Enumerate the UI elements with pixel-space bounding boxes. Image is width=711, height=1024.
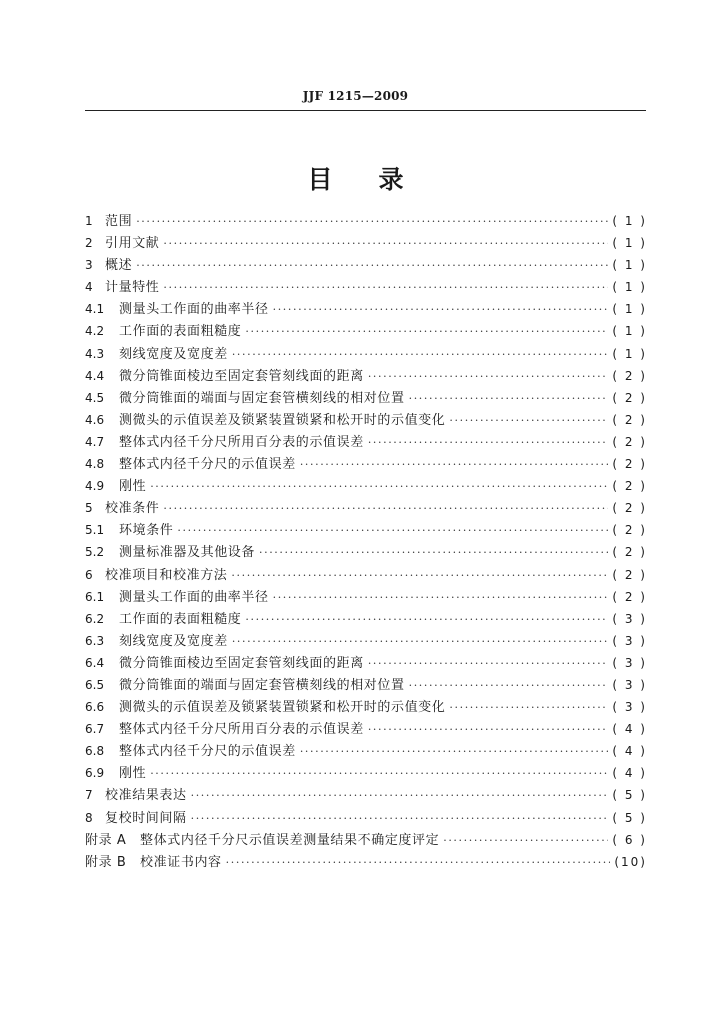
toc-entry-page: ( 2 ) [612,523,647,538]
toc-leader-dots [368,366,609,388]
toc-entry-page: ( 1 ) [612,302,647,317]
toc-entry-label: 环境条件 [119,523,174,539]
standard-code-header: JJF 1215—2009 [302,89,409,103]
toc-entry-label: 刻线宽度及宽度差 [119,346,228,362]
toc-leader-dots [409,388,609,410]
table-of-contents [85,210,647,873]
toc-leader-dots [163,498,608,520]
toc-entry-number: 6.6 [85,700,105,715]
toc-entry-page: ( 1 ) [612,280,647,295]
toc-entry-number: 4.9 [85,479,105,494]
toc-entry-label: 刚性 [119,479,147,495]
toc-leader-dots [136,211,608,233]
toc-entry [85,541,647,563]
toc-entry-page: ( 4 ) [612,766,647,781]
toc-entry-page: ( 2 ) [612,457,647,472]
toc-leader-dots [245,609,608,631]
toc-entry-number: 4.2 [85,324,105,339]
toc-entry-page: ( 2 ) [612,390,647,405]
toc-entry [85,320,647,342]
toc-entry-page: ( 3 ) [612,611,647,626]
toc-leader-dots [300,454,609,476]
toc-entry-page: ( 1 ) [612,258,647,273]
toc-entry-number: 3 [85,258,93,273]
toc-entry [85,608,647,630]
toc-leader-dots [177,520,608,542]
toc-entry-number: 4.6 [85,412,105,427]
toc-entry [85,409,647,431]
toc-entry [85,210,647,232]
toc-leader-dots [409,675,609,697]
toc-entry-number: 4.5 [85,390,105,405]
toc-entry [85,276,647,298]
toc-entry-page: ( 3 ) [612,700,647,715]
toc-entry [85,298,647,320]
toc-entry-number: 4 [85,280,93,295]
toc-entry [85,475,647,497]
toc-leader-dots [273,299,609,321]
toc-leader-dots [449,410,608,432]
toc-entry [85,851,647,873]
toc-entry-page: ( 1 ) [612,214,647,228]
toc-entry-label: 校准项目和校准方法 [105,567,228,583]
toc-leader-dots [163,277,608,299]
toc-entry [85,232,647,254]
toc-entry-number: 8 [85,810,93,825]
toc-entry [85,365,647,387]
toc-leader-dots [449,697,608,719]
toc-leader-dots [231,565,608,587]
toc-entry [85,652,647,674]
toc-entry [85,630,647,652]
toc-entry-label: 整体式内径千分尺的示值误差 [119,457,296,473]
toc-leader-dots [191,808,609,830]
toc-entry [85,586,647,608]
toc-entry-page: ( 4 ) [612,744,647,759]
toc-entry [85,497,647,519]
toc-entry [85,343,647,365]
toc-entry-number: 4.7 [85,434,105,449]
toc-entry-label: 微分筒锥面棱边至固定套管刻线面的距离 [119,368,364,384]
toc-entry-page: ( 1 ) [612,346,647,361]
toc-entry-page: ( 3 ) [612,655,647,670]
toc-entry-page: ( 2 ) [612,545,647,560]
toc-entry-page: ( 3 ) [612,633,647,648]
toc-leader-dots [163,233,608,255]
toc-entry-label: 微分筒锥面的端面与固定套管横刻线的相对位置 [119,677,405,693]
toc-entry-label: 引用文献 [105,236,160,252]
toc-entry-number: 1 [85,214,93,228]
toc-entry-number: 4.1 [85,302,105,317]
toc-entry-number: 6.5 [85,677,105,692]
toc-entry-label: 整体式内径千分尺所用百分表的示值误差 [119,722,364,738]
toc-leader-dots [232,344,609,366]
toc-entry-label: 校准条件 [105,501,160,517]
toc-entry-number: 5.1 [85,523,105,538]
title-char-1: 目 [307,165,333,194]
toc-entry [85,807,647,829]
toc-entry-number: 6.7 [85,722,105,737]
toc-entry-number: 5.2 [85,545,105,560]
toc-entry-label: 测微头的示值误差及锁紧装置锁紧和松开时的示值变化 [119,700,446,716]
toc-entry-number: 2 [85,236,93,251]
toc-entry-page: ( 1 ) [612,324,647,339]
toc-entry-label: 范围 [105,214,133,229]
toc-entry-page: ( 2 ) [612,434,647,449]
toc-entry-label: 微分筒锥面棱边至固定套管刻线面的距离 [119,655,364,671]
toc-entry-number: 6.9 [85,766,105,781]
toc-leader-dots [443,830,608,852]
toc-entry-page: ( 2 ) [612,368,647,383]
toc-entry-number: 6.1 [85,589,105,604]
toc-entry-page: ( 2 ) [612,567,647,582]
toc-entry-label: 测量头工作面的曲率半径 [119,302,269,318]
toc-entry [85,519,647,541]
toc-entry-page: (10) [614,854,647,869]
toc-entry-page: ( 2 ) [612,501,647,516]
toc-leader-dots [136,255,608,277]
toc-entry-label: 校准结果表达 [105,788,187,804]
toc-leader-dots [259,542,608,564]
toc-entry-label: 复校时间间隔 [105,810,187,826]
toc-entry-label: 附录 B 校准证书内容 [85,854,222,870]
toc-leader-dots [150,476,608,498]
toc-entry [85,696,647,718]
toc-entry-label: 刻线宽度及宽度差 [119,633,228,649]
toc-entry-label: 计量特性 [105,280,160,296]
toc-entry [85,829,647,851]
toc-leader-dots [273,587,609,609]
toc-entry [85,784,647,806]
toc-entry-label: 微分筒锥面的端面与固定套管横刻线的相对位置 [119,390,405,406]
toc-entry-page: ( 2 ) [612,479,647,494]
toc-entry-page: ( 3 ) [612,677,647,692]
toc-entry-number: 4.3 [85,346,105,361]
toc-leader-dots [368,432,609,454]
toc-entry-number: 4.4 [85,368,105,383]
toc-entry-number: 6.8 [85,744,105,759]
toc-entry [85,254,647,276]
toc-leader-dots [226,852,611,874]
toc-entry-number: 4.8 [85,457,105,472]
toc-entry [85,674,647,696]
toc-entry-number: 6 [85,567,93,582]
toc-entry-label: 工作面的表面粗糙度 [119,611,242,627]
page-title [0,160,711,196]
toc-entry [85,718,647,740]
toc-entry-number: 6.3 [85,633,105,648]
title-char-2: 录 [378,165,404,194]
toc-entry [85,387,647,409]
toc-entry-page: ( 5 ) [612,788,647,803]
toc-entry-label: 附录 A 整体式内径千分尺示值误差测量结果不确定度评定 [85,832,440,848]
toc-entry-label: 整体式内径千分尺所用百分表的示值误差 [119,434,364,450]
toc-entry [85,564,647,586]
toc-leader-dots [368,653,609,675]
toc-entry [85,431,647,453]
toc-entry-label: 刚性 [119,766,147,782]
toc-entry-label: 测量头工作面的曲率半径 [119,589,269,605]
toc-entry-page: ( 4 ) [612,722,647,737]
header-rule [85,110,646,111]
toc-entry [85,740,647,762]
toc-entry-label: 测微头的示值误差及锁紧装置锁紧和松开时的示值变化 [119,412,446,428]
toc-entry-label: 整体式内径千分尺的示值误差 [119,744,296,760]
toc-entry-page: ( 2 ) [612,412,647,427]
toc-entry-label: 概述 [105,258,133,274]
toc-leader-dots [191,785,609,807]
toc-entry-label: 测量标准器及其他设备 [119,545,256,561]
toc-entry-label: 工作面的表面粗糙度 [119,324,242,340]
toc-leader-dots [245,321,608,343]
toc-entry-number: 6.4 [85,655,105,670]
toc-leader-dots [300,741,609,763]
toc-entry [85,762,647,784]
toc-leader-dots [232,631,609,653]
toc-entry-page: ( 6 ) [612,832,647,847]
toc-entry-number: 5 [85,501,93,516]
toc-entry-page: ( 5 ) [612,810,647,825]
toc-entry-page: ( 1 ) [612,236,647,251]
toc-leader-dots [150,763,608,785]
toc-entry [85,453,647,475]
toc-entry-number: 7 [85,788,93,803]
toc-leader-dots [368,719,609,741]
toc-entry-page: ( 2 ) [612,589,647,604]
toc-entry-number: 6.2 [85,611,105,626]
